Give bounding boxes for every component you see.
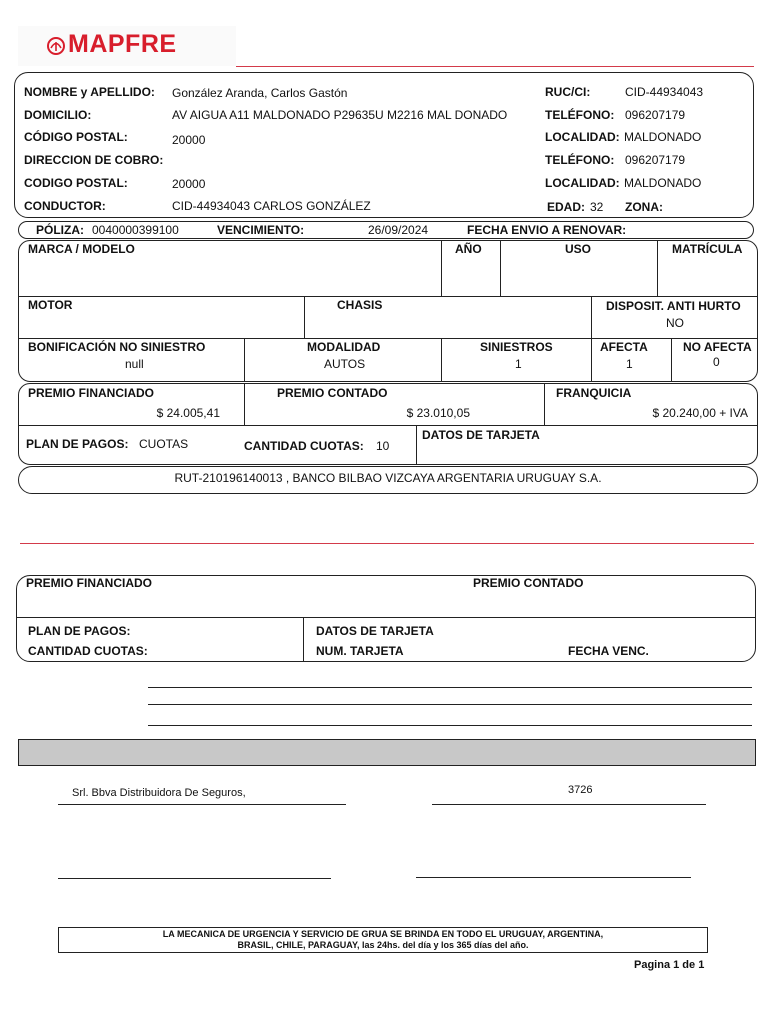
domicilio-value: AV AIGUA A11 MALDONADO P29635U M2216 MAL DONADO — [172, 108, 508, 122]
domicilio-label: DOMICILIO: — [24, 108, 92, 122]
localidad1-value: MALDONADO — [624, 130, 702, 144]
coupon-plan-label: PLAN DE PAGOS: — [28, 624, 131, 638]
nombre-value: González Aranda, Carlos Gastón — [172, 86, 348, 100]
bank-text: RUT-210196140013 , BANCO BILBAO VIZCAYA ARGENTARIA URUGUAY S.A. — [174, 471, 602, 485]
signature-line — [416, 877, 691, 878]
cut-separator — [20, 543, 754, 544]
col-divider — [244, 383, 245, 425]
cp2-value: 20000 — [172, 177, 206, 191]
noafecta-value: 0 — [713, 355, 720, 369]
localidad2-value: MALDONADO — [624, 176, 702, 190]
col-divider — [671, 338, 672, 382]
col-divider — [416, 425, 417, 465]
modalidad-label: MODALIDAD — [307, 340, 381, 354]
premio-fin-label: PREMIO FINANCIADO — [28, 386, 154, 400]
signature-left-text: Srl. Bbva Distribuidora De Seguros, — [72, 787, 246, 799]
col-divider — [544, 383, 545, 425]
localidad1-label: LOCALIDAD: — [545, 130, 620, 144]
bonif-label: BONIFICACIÓN NO SINIESTRO — [28, 340, 206, 354]
col-divider — [304, 296, 305, 338]
franquicia-value: $ 20.240,00 + IVA — [652, 406, 748, 420]
poliza-value: 0040000399100 — [92, 223, 179, 237]
premio-fin-value: $ 24.005,41 — [156, 406, 220, 420]
writing-line — [148, 687, 752, 688]
col-divider — [244, 338, 245, 382]
motor-label: MOTOR — [28, 298, 73, 312]
afecta-value: 1 — [626, 357, 633, 371]
notice-box — [58, 927, 708, 953]
anio-label: AÑO — [455, 242, 482, 256]
notice-line-2: BRASIL, CHILE, PARAGUAY, las 24hs. del día y los 365 días del año. — [237, 940, 529, 950]
siniestros-value: 1 — [515, 357, 522, 371]
coupon-row-divider — [17, 617, 755, 618]
ruc-value: CID-44934043 — [625, 85, 704, 99]
matricula-label: MATRÍCULA — [672, 242, 743, 256]
mapfre-logo-icon — [46, 36, 66, 56]
antihurto-value: NO — [666, 316, 684, 330]
gray-bar — [18, 739, 756, 766]
siniestros-label: SINIESTROS — [480, 340, 553, 354]
premio-cont-value: $ 23.010,05 — [406, 406, 470, 420]
franquicia-label: FRANQUICIA — [556, 386, 632, 400]
cp1-value: 20000 — [172, 133, 206, 147]
uso-label: USO — [565, 242, 592, 256]
telefono1-value: 096207179 — [625, 108, 686, 122]
col-divider — [591, 296, 592, 338]
vencimiento-value: 26/09/2024 — [368, 223, 429, 237]
plan-value: CUOTAS — [139, 437, 189, 451]
signature-right-text: 3726 — [568, 784, 593, 796]
nombre-label: NOMBRE y APELLIDO: — [24, 85, 155, 99]
modalidad-value: AUTOS — [324, 357, 366, 371]
cp1-label: CÓDIGO POSTAL: — [24, 130, 128, 144]
cuotas-label: CANTIDAD CUOTAS: — [244, 439, 364, 453]
signature-line — [432, 804, 706, 805]
premio-cont-label: PREMIO CONTADO — [277, 386, 388, 400]
vencimiento-label: VENCIMIENTO: — [217, 223, 305, 237]
bonif-value: null — [125, 357, 144, 371]
writing-line — [148, 704, 752, 705]
zona-label: ZONA: — [625, 200, 663, 214]
coupon-tarjeta-label: DATOS DE TARJETA — [316, 624, 434, 638]
coupon-cont-label: PREMIO CONTADO — [473, 576, 584, 590]
coupon-num-label: NUM. TARJETA — [316, 644, 404, 658]
col-divider — [500, 241, 501, 296]
col-divider — [441, 338, 442, 382]
cuotas-value: 10 — [376, 439, 390, 453]
edad-label: EDAD: — [547, 200, 585, 214]
poliza-label: PÓLIZA: — [36, 223, 84, 237]
col-divider — [441, 241, 442, 296]
cobro-label: DIRECCION DE COBRO: — [24, 153, 164, 167]
marca-label: MARCA / MODELO — [28, 242, 135, 256]
coupon-cuotas-label: CANTIDAD CUOTAS: — [28, 644, 148, 658]
antihurto-label: DISPOSIT. ANTI HURTO — [606, 299, 741, 313]
conductor-value: CID-44934043 CARLOS GONZÁLEZ — [172, 199, 371, 213]
afecta-label: AFECTA — [600, 340, 648, 354]
coupon-fecha-label: FECHA VENC. — [568, 644, 649, 658]
vehicle-row-divider-2 — [19, 338, 757, 339]
telefono2-label: TELÉFONO: — [545, 153, 615, 167]
col-divider — [303, 617, 304, 661]
premium-row-divider — [19, 425, 757, 426]
brand-logo: MAPFRE — [68, 30, 177, 58]
signature-line — [58, 804, 346, 805]
writing-line — [148, 725, 752, 726]
notice-line-1: LA MECANICA DE URGENCIA Y SERVICIO DE GRUA SE BRINDA EN TODO EL URUGUAY, ARGENTINA, — [162, 929, 604, 939]
chasis-label: CHASIS — [337, 298, 383, 312]
envio-label: FECHA ENVIO A RENOVAR: — [467, 223, 627, 237]
col-divider — [657, 241, 658, 296]
header-rule — [236, 66, 754, 67]
noafecta-label: NO AFECTA — [683, 340, 752, 354]
col-divider — [591, 338, 592, 382]
page-number: Pagina 1 de 1 — [634, 959, 705, 971]
telefono1-label: TELÉFONO: — [545, 108, 615, 122]
vehicle-row-divider-1 — [19, 296, 757, 297]
cp2-label: CODIGO POSTAL: — [24, 176, 128, 190]
signature-line — [58, 878, 331, 879]
tarjeta-label: DATOS DE TARJETA — [422, 428, 540, 442]
localidad2-label: LOCALIDAD: — [545, 176, 620, 190]
edad-value: 32 — [590, 200, 604, 214]
coupon-fin-label: PREMIO FINANCIADO — [26, 576, 152, 590]
telefono2-value: 096207179 — [625, 153, 686, 167]
plan-label: PLAN DE PAGOS: — [26, 437, 129, 451]
ruc-label: RUC/CI: — [545, 85, 591, 99]
conductor-label: CONDUCTOR: — [24, 199, 106, 213]
